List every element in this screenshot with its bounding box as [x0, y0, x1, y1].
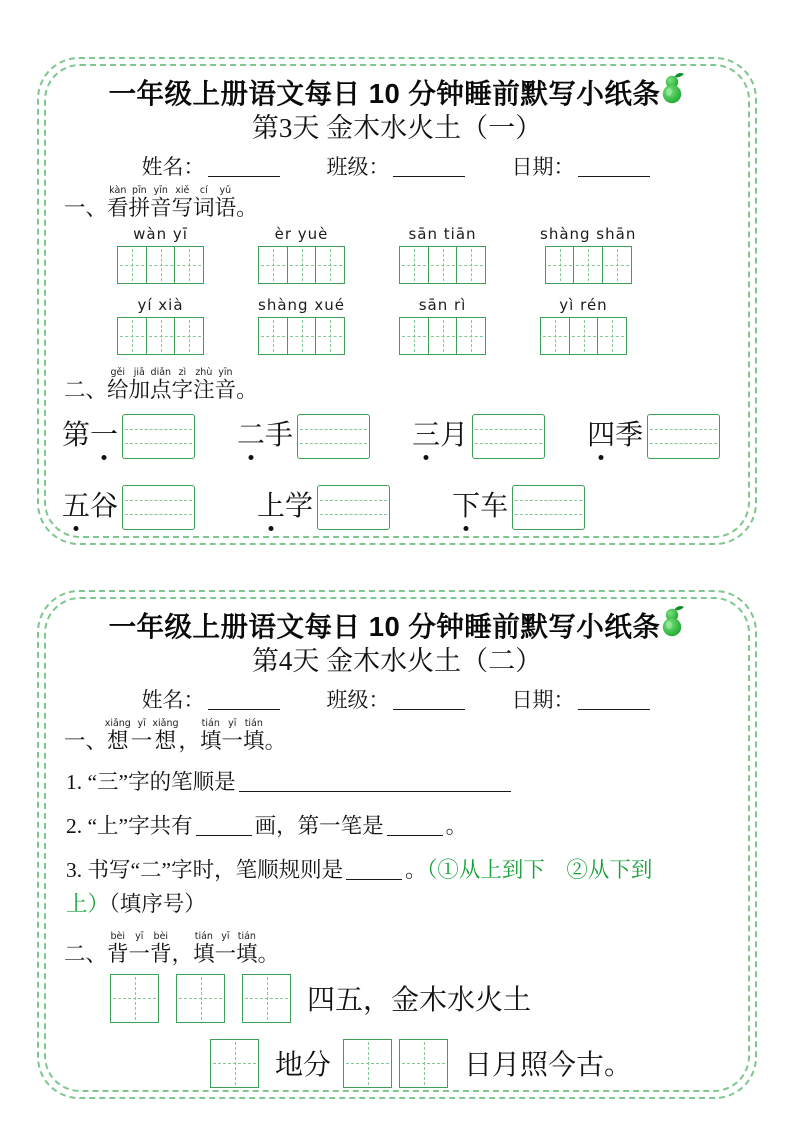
writing-boxes[interactable]	[110, 974, 291, 1023]
tianzige-box[interactable]	[117, 246, 147, 284]
pinyin-word-group	[399, 225, 486, 284]
question-2-text-a: 2. “上”字共有	[66, 814, 193, 839]
tianzige-box[interactable]	[174, 317, 204, 355]
answer-blank[interactable]	[196, 816, 252, 836]
pinyin-word-group	[540, 296, 627, 355]
dotted-word: 三月	[412, 420, 469, 452]
tianzige-box[interactable]	[343, 1039, 392, 1088]
tianzige-box[interactable]	[176, 974, 225, 1023]
section-number: 二、	[64, 942, 108, 967]
question-3-option-hint: （①从上到下 ②从下到	[426, 858, 653, 883]
section-number: 二、	[64, 377, 108, 402]
tianzige-box[interactable]	[287, 317, 317, 355]
writing-boxes[interactable]	[117, 317, 204, 355]
tianzige-box[interactable]	[210, 1039, 259, 1088]
annotation-item	[237, 414, 370, 465]
question-1	[66, 766, 732, 799]
dotted-word: 五谷	[62, 491, 119, 523]
dotted-word: 四季	[587, 420, 644, 452]
writing-boxes[interactable]	[545, 246, 632, 284]
tianzige-box[interactable]	[110, 974, 159, 1023]
annotation-row-1	[62, 414, 732, 465]
tianzige-box[interactable]	[146, 246, 176, 284]
writing-boxes[interactable]	[343, 1039, 448, 1088]
tianzige-box[interactable]	[117, 317, 147, 355]
question-2-text-c: 。	[445, 814, 468, 839]
annotation-item	[452, 485, 585, 536]
tianzige-box[interactable]	[456, 246, 486, 284]
pinyin-label: yí xià	[137, 295, 184, 314]
date-blank[interactable]	[578, 157, 650, 177]
tianzige-box[interactable]	[545, 246, 575, 284]
writing-boxes[interactable]	[258, 317, 345, 355]
question-2-text-b: 画，第一笔是	[254, 814, 384, 839]
writing-box[interactable]	[210, 1039, 259, 1088]
tianzige-box[interactable]	[315, 317, 345, 355]
tianzige-box[interactable]	[399, 246, 429, 284]
pinyin-label: sān rì	[418, 295, 467, 314]
pinyin-word-row-2	[62, 296, 732, 355]
name-label: 姓名：	[141, 688, 205, 713]
answer-blank[interactable]	[346, 860, 402, 880]
class-blank[interactable]	[393, 690, 465, 710]
tianzige-box[interactable]	[428, 246, 458, 284]
class-blank[interactable]	[393, 157, 465, 177]
pinyin-answer-box[interactable]	[647, 414, 720, 459]
section2-heading	[64, 931, 732, 968]
annotation-row-2	[62, 485, 732, 536]
class-label: 班级：	[326, 688, 390, 713]
date-label: 日期：	[511, 688, 575, 713]
fill-line-1-text: 四五，金木水火土	[307, 985, 532, 1017]
writing-boxes[interactable]	[399, 317, 486, 355]
fill-line-2-text-a: 地分	[275, 1050, 332, 1082]
pinyin-word-group	[540, 225, 636, 284]
pinyin-label: wàn yī	[133, 224, 188, 243]
date-label: 日期：	[511, 155, 575, 180]
section-number: 一、	[64, 729, 108, 754]
dotted-word: 上学	[257, 491, 314, 523]
writing-boxes[interactable]	[399, 246, 486, 284]
class-field	[327, 151, 468, 181]
question-3-option-hint-wrap: 上）	[66, 891, 110, 916]
section-title-ruby: 背bèi一yī背bèi，填tián一yī填tián。	[107, 931, 280, 967]
card-inner-border	[44, 64, 750, 538]
question-2	[66, 810, 732, 843]
tianzige-box[interactable]	[258, 317, 288, 355]
date-blank[interactable]	[578, 690, 650, 710]
name-label: 姓名：	[141, 155, 205, 180]
pinyin-label: sān tiān	[408, 224, 477, 243]
pinyin-answer-box[interactable]	[512, 485, 585, 530]
pinyin-word-group	[258, 225, 345, 284]
section-number: 一、	[64, 196, 108, 221]
tianzige-box[interactable]	[174, 246, 204, 284]
gourd-icon	[661, 72, 685, 104]
annotation-item	[412, 414, 545, 465]
section1-heading	[64, 185, 732, 222]
dotted-word: 二手	[237, 420, 294, 452]
annotation-item	[62, 485, 195, 536]
tianzige-box[interactable]	[602, 246, 632, 284]
tianzige-box[interactable]	[456, 317, 486, 355]
tianzige-box[interactable]	[146, 317, 176, 355]
pinyin-word-group	[399, 296, 486, 355]
pinyin-label: shàng shān	[540, 224, 637, 243]
section-title-ruby: 看kàn拼pīn音yīn写xiě词cí语yǔ。	[107, 185, 258, 221]
pinyin-label: shàng xué	[258, 295, 345, 314]
student-info-row	[62, 684, 732, 714]
tianzige-box[interactable]	[597, 317, 627, 355]
name-blank[interactable]	[208, 690, 280, 710]
tianzige-box[interactable]	[569, 317, 599, 355]
worksheet-title: 一年级上册语文每日 10 分钟睡前默写小纸条	[108, 78, 661, 109]
pinyin-word-group	[258, 296, 345, 355]
name-field	[142, 151, 283, 181]
gourd-icon	[661, 605, 685, 637]
question-3-text-a: 3. 书写“二”字时，笔顺规则是	[66, 858, 344, 883]
section2-heading	[64, 367, 732, 404]
question-3	[66, 854, 732, 921]
tianzige-box[interactable]	[540, 317, 570, 355]
pinyin-word-row-1	[62, 225, 732, 284]
pinyin-answer-box[interactable]	[317, 485, 390, 530]
question-3-text-b: 。	[405, 858, 427, 883]
fill-line-2-text-b: 日月照今古。	[464, 1050, 633, 1082]
class-label: 班级：	[326, 155, 390, 180]
section-title-ruby: 给gěi加jiā点diǎn字zì注zhù音yīn。	[107, 366, 258, 402]
fill-line-1	[62, 974, 732, 1023]
tianzige-box[interactable]	[428, 317, 458, 355]
pinyin-answer-box[interactable]	[472, 414, 545, 459]
worksheet-card-day3	[37, 57, 757, 545]
student-info-row	[62, 151, 732, 181]
writing-boxes[interactable]	[117, 246, 204, 284]
dotted-word: 第一	[62, 420, 119, 452]
annotation-item	[257, 485, 390, 536]
tianzige-box[interactable]	[242, 974, 291, 1023]
pinyin-word-group	[117, 225, 204, 284]
tianzige-box[interactable]	[399, 317, 429, 355]
worksheet-title: 一年级上册语文每日 10 分钟睡前默写小纸条	[108, 611, 661, 642]
question-3-text-c: （填序号）	[109, 891, 206, 916]
date-field	[512, 684, 653, 714]
card-inner-border	[44, 597, 750, 1092]
pinyin-answer-box[interactable]	[122, 485, 195, 530]
title-row	[62, 78, 732, 110]
day-subtitle: 第4天 金木水火土（二）	[251, 645, 543, 676]
annotation-item	[587, 414, 720, 465]
day-subtitle: 第3天 金木水火土（一）	[251, 112, 543, 143]
tianzige-box[interactable]	[287, 246, 317, 284]
writing-boxes[interactable]	[540, 317, 627, 355]
tianzige-box[interactable]	[573, 246, 603, 284]
answer-blank[interactable]	[387, 816, 443, 836]
dotted-word: 下车	[452, 491, 509, 523]
annotation-item	[62, 414, 195, 465]
tianzige-box[interactable]	[315, 246, 345, 284]
pinyin-label: yì rén	[559, 295, 608, 314]
pinyin-label: èr yuè	[274, 224, 329, 243]
tianzige-box[interactable]	[399, 1039, 448, 1088]
pinyin-answer-box[interactable]	[122, 414, 195, 459]
title-row	[62, 611, 732, 643]
name-blank[interactable]	[208, 157, 280, 177]
tianzige-box[interactable]	[258, 246, 288, 284]
date-field	[512, 151, 653, 181]
pinyin-word-group	[117, 296, 204, 355]
name-field	[142, 684, 283, 714]
worksheet-card-day4	[37, 590, 757, 1099]
pinyin-answer-box[interactable]	[297, 414, 370, 459]
section-title-ruby: 想xiǎng一yī想xiǎng，填tián一yī填tián。	[104, 718, 287, 754]
section1-heading	[64, 718, 732, 755]
question-1-text: 1. “三”字的笔顺是	[66, 769, 236, 794]
fill-line-2	[62, 1039, 732, 1088]
answer-blank-long[interactable]	[239, 771, 511, 791]
class-field	[327, 684, 468, 714]
writing-boxes[interactable]	[258, 246, 345, 284]
